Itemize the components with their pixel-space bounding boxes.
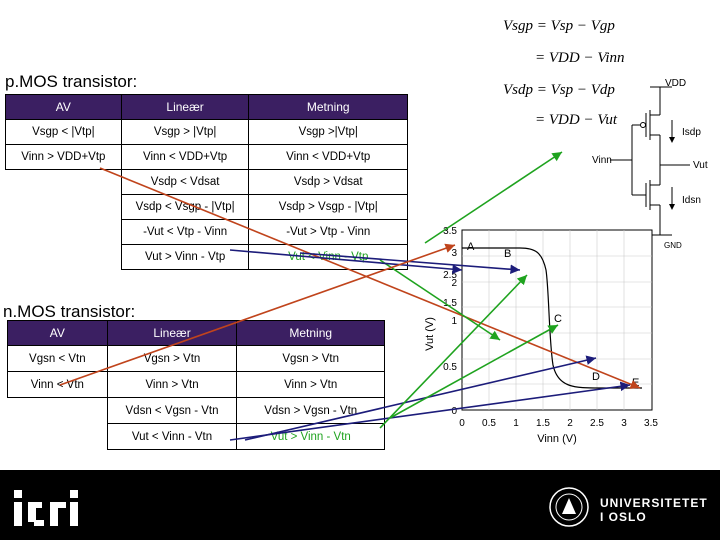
table-cell: Vsdp < Vdsat [121,170,249,195]
y-tick-label: 3.5 [443,226,457,237]
ifi-logo [12,488,82,528]
arrow-pmos-lin-to-a [230,250,462,270]
table-cell: -Vut > Vtp - Vinn [249,220,408,245]
y-tick-label: 0.5 [443,362,457,373]
nmos-header-linear: Lineær [107,321,237,346]
x-tick-label: 3.5 [644,418,658,429]
arrow-nmos-off-to-a [60,245,455,385]
table-cell: Vdsn > Vgsn - Vtn [237,398,385,424]
y-tick-label: 0 [451,406,457,417]
arrow-pmos-sat-to-vut [425,152,562,243]
y-tick-label: 2 [451,278,457,289]
y-tick-label: 2.5 [443,270,457,281]
arrow-nmos-lin-to-d [245,358,596,440]
equation-vsgp-expanded: = VDD − Vinn [535,50,625,66]
arrow-pmos-off-to-e [100,168,640,388]
y-tick-label: 1 [451,316,457,327]
x-tick-label: 0.5 [482,418,496,429]
table-cell: Vinn < VDD+Vtp [249,145,408,170]
table-cell: Vut > Vinn - Vtn [237,424,385,450]
table-cell: Vgsn > Vtn [237,346,385,372]
arrow-nmos-lin-to-e [230,385,630,440]
pmos-heading: p.MOS transistor: [5,72,138,91]
pmos-header-saturation: Metning [249,95,408,120]
table-cell: Vgsn < Vtn [8,346,108,372]
vut-label: Vut [693,160,708,171]
footer-bar [0,470,720,540]
nmos-heading: n.MOS transistor: [3,302,136,321]
university-name-line1: UNIVERSITETET [600,496,708,510]
y-axis-label: Vut (V) [424,317,436,351]
table-cell: Vut > Vinn - Vtp [121,245,249,270]
x-tick-label: 1 [513,418,519,429]
table-cell: Vsgp >|Vtp| [249,120,408,145]
equation-vsdp-expanded: = VDD − Vut [535,112,618,128]
equation-vsdp: Vsdp = Vsp − Vdp [503,82,615,98]
pmos-header-linear: Lineær [121,95,249,120]
arrow-nmos-sat-to-c [390,325,558,418]
point-label-a: A [467,241,475,253]
arrow-pmos-sat-to-c [380,260,500,340]
vdd-label: VDD [665,78,687,89]
table-cell: Vsgp < |Vtp| [6,120,122,145]
pmos-header-av: AV [6,95,122,120]
x-axis-label: Vinn (V) [537,433,577,445]
table-cell: Vut < Vinn - Vtp [249,245,408,270]
table-cell: Vinn > Vtn [107,372,237,398]
x-tick-label: 2.5 [590,418,604,429]
y-tick-label: 3 [451,248,457,259]
table-cell: Vinn < VDD+Vtp [121,145,249,170]
university-name-line2: I OSLO [600,510,647,524]
gnd-label: GND [664,241,682,250]
table-cell: Vinn > VDD+Vtp [6,145,122,170]
point-label-c: C [554,313,562,325]
x-tick-label: 1.5 [536,418,550,429]
table-cell: Vsgp > |Vtp| [121,120,249,145]
point-label-d: D [592,371,600,383]
x-tick-label: 3 [621,418,627,429]
arrow-nmos-sat-to-b [380,275,527,428]
table-cell: Vdsn < Vgsn - Vtn [107,398,237,424]
table-cell: Vsdp > Vdsat [249,170,408,195]
point-label-b: B [504,248,512,260]
table-cell: Vsdp > Vsgp - |Vtp| [249,195,408,220]
isdp-label: Isdp [682,127,701,138]
nmos-header-saturation: Metning [237,321,385,346]
x-tick-label: 0 [459,418,465,429]
vinn-label: Vinn [592,155,612,166]
x-tick-label: 2 [567,418,573,429]
table-cell: -Vut < Vtp - Vinn [121,220,249,245]
university-seal [548,486,590,528]
y-tick-label: 1.5 [443,298,457,309]
idsn-label: Idsn [682,195,701,206]
table-cell: Vut < Vinn - Vtn [107,424,237,450]
nmos-header-av: AV [8,321,108,346]
point-label-e: E [632,377,640,389]
table-cell: Vinn > Vtn [237,372,385,398]
table-cell: Vsdp < Vsgp - |Vtp| [121,195,249,220]
university-name [600,496,708,524]
table-cell: Vinn < Vtn [8,372,108,398]
table-cell: Vgsn > Vtn [107,346,237,372]
equation-vsgp: Vsgp = Vsp − Vgp [503,18,615,34]
